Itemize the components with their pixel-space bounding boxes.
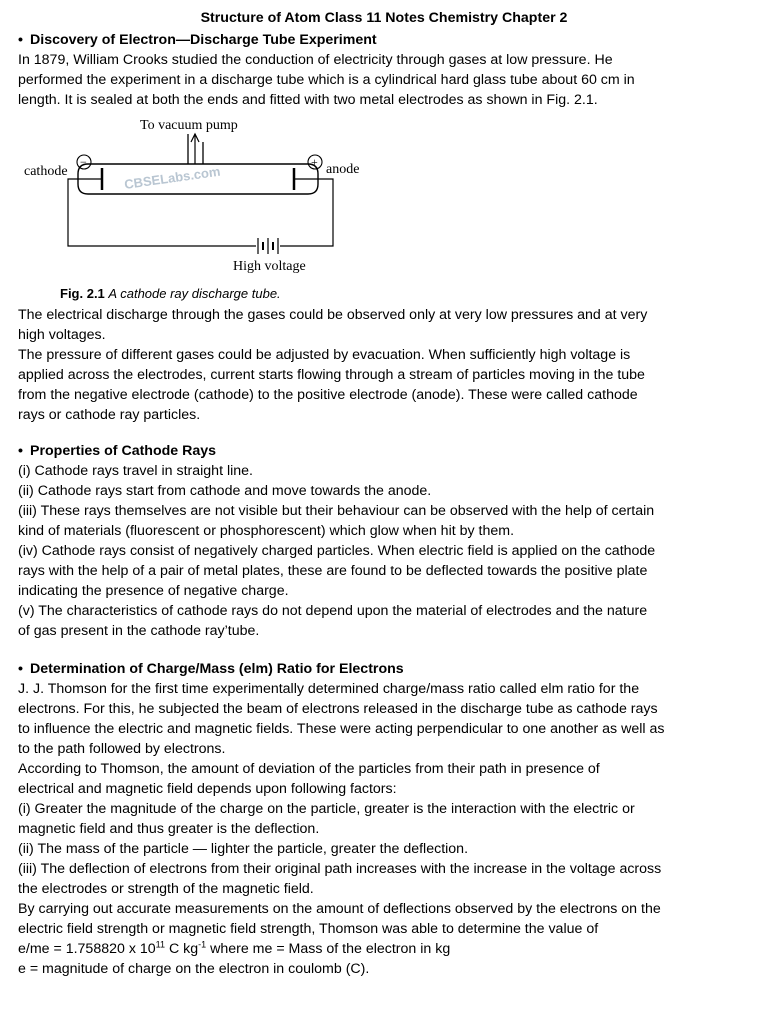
section-charge-mass [18,659,754,979]
text-line: magnetic field and thus greater is the deflection. [18,821,320,837]
plus-sign: + [311,155,318,169]
cathode-label: cathode [24,164,68,179]
text-line: (iii) The deflection of electrons from their original path increases with the increase in the voltage across [18,861,662,877]
text-line: The electrical discharge through the gases could be observed only at very low pressures and at very [18,307,648,323]
text-line: e = magnitude of charge on the electron in coulomb (C). [18,961,370,977]
formula-line: e/me = 1.758820 x $10^{11}$ C $kg^{-1}$ where me = Mass of the electron in kg [18,939,451,957]
watermark: CBSELabs.com [123,163,222,192]
text-line: By carrying out accurate measurements on the amount of deflections observed by the electrons on the [18,901,661,917]
caption-text: A cathode ray discharge tube. [108,286,281,301]
vacuum-pump-label: To vacuum pump [140,118,238,133]
section-discovery [18,30,754,110]
text-line: The pressure of different gases could be adjusted by evacuation. When sufficiently high voltage is [18,347,631,363]
discharge-tube-figure [18,112,438,304]
text-line: (i) Greater the magnitude of the charge on the particle, greater is the interaction with the electric or [18,801,635,817]
text-line: In 1879, William Crooks studied the conduction of electricity through gases at low pressure. He [18,52,613,68]
anode-label: anode [326,162,360,177]
section-heading: • Discovery of Electron—Discharge Tube Experiment [18,32,377,48]
text-line: high voltages. [18,327,106,343]
text-line: (iv) Cathode rays consist of negatively charged particles. When electric field is applied on the cathode [18,543,656,559]
circuit-wire-left [68,179,256,246]
text-line: (ii) The mass of the particle — lighter the particle, greater the deflection. [18,841,469,857]
text-line: to the path followed by electrons. [18,741,226,757]
text-line: According to Thomson, the amount of deviation of the particles from their path in presence of [18,761,600,777]
text-line: applied across the electrodes, current starts flowing through a stream of particles moving in the tube [18,367,645,383]
text-line: (v) The characteristics of cathode rays do not depend upon the material of electrodes and the nature [18,603,648,619]
paragraph-discharge [18,305,754,425]
battery-icon [258,238,278,254]
text-line: (i) Cathode rays travel in straight line. [18,463,253,479]
caption-label: Fig. 2.1 [60,286,105,301]
bullet-icon: • [18,661,23,677]
section-heading: • Determination of Charge/Mass (elm) Ratio for Electrons [18,661,404,677]
text-line: electrical and magnetic field depends upon following factors: [18,781,397,797]
section-properties [18,441,754,641]
text-line: to influence the electric and magnetic fields. These were acting perpendicular to one another as well as [18,721,665,737]
text-line: J. J. Thomson for the first time experimentally determined charge/mass ratio called elm ratio for the [18,681,640,697]
text-line: from the negative electrode (cathode) to the positive electrode (anode). These were called cathode [18,387,638,403]
text-line: (ii) Cathode rays start from cathode and move towards the anode. [18,483,432,499]
text-line: rays or cathode ray particles. [18,407,201,423]
text-line: (iii) These rays themselves are not visible but their behaviour can be observed with the help of certain [18,503,655,519]
high-voltage-label: High voltage [233,259,306,274]
text-line: electric field strength or magnetic field strength, Thomson was able to determine the value of [18,921,599,937]
text-line: rays with the help of a pair of metal plates, these are found to be deflected towards the positive plate [18,563,648,579]
circuit-wire-right [280,179,333,246]
text-line: performed the experiment in a discharge tube which is a cylindrical hard glass tube about 60 cm in [18,72,635,88]
page-title: Structure of Atom Class 11 Notes Chemistry Chapter 2 [200,10,568,26]
bullet-icon: • [18,443,23,459]
text-line: of gas present in the cathode ray’tube. [18,623,260,639]
text-line: length. It is sealed at both the ends and fitted with two metal electrodes as shown in Fig. 2.1. [18,92,598,108]
bullet-icon: • [18,32,23,48]
text-line: the electrodes or strength of the magnetic field. [18,881,314,897]
section-heading: • Properties of Cathode Rays [18,443,217,459]
text-line: electrons. For this, he subjected the beam of electrons released in the discharge tube as cathode rays [18,701,658,717]
figure-caption [60,285,281,303]
text-line: indicating the presence of negative charge. [18,583,289,599]
minus-sign: − [80,155,87,169]
text-line: kind of materials (fluorescent or phosphorescent) which glow when hit by them. [18,523,515,539]
